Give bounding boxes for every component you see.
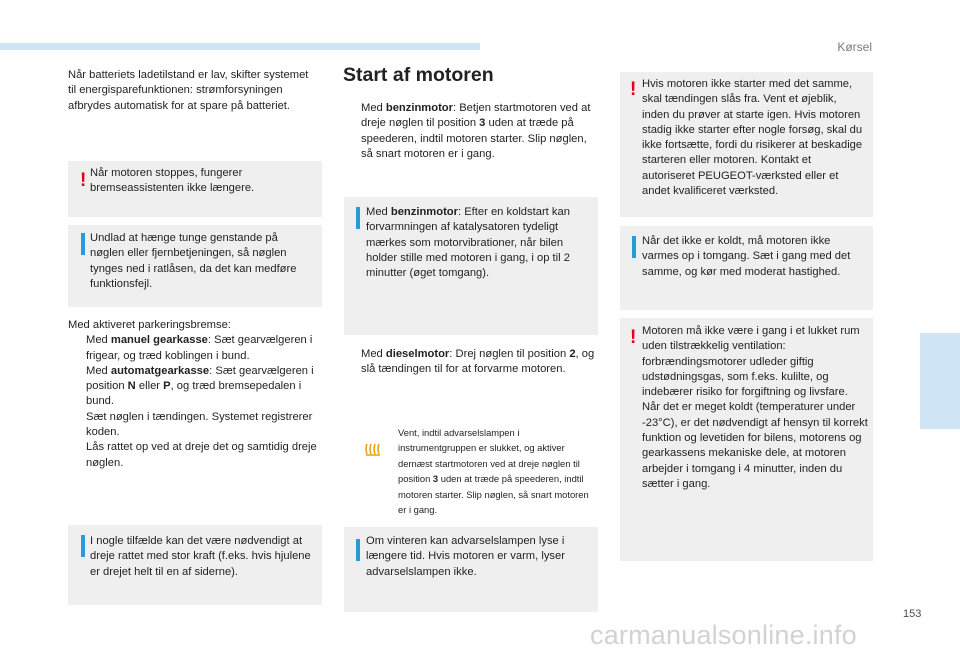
text: Med [361, 102, 386, 114]
info-text: I nogle tilfælde kan det være nødvendigt at dreje rattet med stor kraft (f.eks. hvis hjulene er drejet helt til en af siderne). [90, 535, 311, 578]
petrol-start-instruction [343, 101, 601, 162]
header-bar [0, 43, 480, 50]
watermark: carmanualsonline.info [590, 620, 857, 650]
parking-lead: Med aktiveret parkeringsbremse: [68, 319, 231, 331]
preheating-lamp-icon [365, 442, 381, 456]
list-item [68, 410, 320, 441]
warning-icon: ! [630, 79, 637, 100]
info-box-warm-engine [620, 226, 873, 310]
info-text: Om vinteren kan advarselslampen lyse i længere tid. Hvis motoren er varm, lyser advarselslampen ikke. [366, 535, 565, 578]
text: : Efter en koldstart kan forvarmningen af katalysatoren tydeligt mærkes som motorvibrationer, når bilen holder stille med motoren i gang, i op til 2 minutter (øget tomgang). [366, 206, 570, 280]
text: Med [361, 348, 386, 360]
warning-box-brake-assist [68, 161, 322, 217]
text: uden at træde på speederen, indtil motoren starter. Slip nøglen, så snart motoren er i gang. [398, 473, 589, 516]
warning-text: Når motoren stoppes, fungerer bremseassistenten ikke længere. [90, 167, 255, 195]
page-number: 153 [903, 608, 922, 620]
text-bold: dieselmotor [385, 348, 450, 360]
info-text [366, 205, 590, 281]
text-bold: benzinmotor [385, 102, 453, 114]
page-heading: Start af motoren [343, 64, 494, 86]
text: uden at træde på speederen, indtil motoren starter. Slip nøglen, så snart motoren er i gang. [361, 117, 587, 160]
text: Lås rattet op ved at dreje det og samtidig dreje nøglen. [86, 441, 317, 469]
text: Med [86, 334, 111, 347]
list-item [343, 347, 601, 378]
info-text: Undlad at hænge tunge genstande på nøglen eller fjernbetjeningen, så nøglen tynges ned i ratlåsen, da det kan medføre funktionsfejl. [90, 232, 297, 290]
info-icon [356, 207, 360, 229]
info-box-catalyst [344, 197, 598, 335]
text-bold: 2 [569, 348, 576, 360]
list-item [68, 364, 320, 410]
text-bold: benzinmotor [390, 206, 458, 218]
text: eller [135, 380, 164, 393]
diesel-start-instruction [343, 347, 601, 378]
info-box-key [68, 225, 322, 307]
info-icon [356, 539, 360, 561]
info-icon [81, 535, 85, 557]
text-bold: P [163, 380, 171, 393]
chapter-tab [920, 333, 960, 429]
text: , og slå tændingen til for at forvarme motoren. [361, 348, 595, 376]
section-title: Kørsel [837, 40, 872, 54]
warning-text: Motoren må ikke være i gang i et lukket rum uden tilstrækkelig ventilation: forbrændingsmotorer udleder giftig udstødningsgas, som f.eks. kulilte, og indebærer risiko for forgiftning og livsfare. Når det er meget koldt (temperaturer under -23°C), er det nødvendigt af hensyn til korrekt funktion og levetiden for bilens, motorens og gearkassens mekaniske dele, at motoren arbejder i tomgang i 4 minutter, inden du sætter i gang. [642, 325, 868, 490]
battery-intro: Når batteriets ladetilstand er lav, skifter systemet til energisparefunktionen: strømforsyningen afbrydes automatisk for at spare på batteriet. [68, 69, 309, 112]
preheating-lamp-text [398, 425, 598, 517]
text: : Sæt gearvælgeren i position [86, 364, 314, 393]
text: Vent, indtil advarselslampen i instrumentgruppen er slukket, og aktiver dernæst startmotoren ved at dreje nøglen til position [398, 427, 580, 485]
warning-box-no-start [620, 72, 873, 217]
list-item [68, 333, 320, 364]
warning-icon: ! [80, 170, 87, 191]
text-bold: 3 [432, 473, 439, 485]
info-icon [81, 233, 85, 255]
text: Sæt nøglen i tændingen. Systemet registrerer koden. [86, 410, 313, 439]
text: : Drej nøglen til position [449, 348, 570, 360]
info-text: Når det ikke er koldt, må motoren ikke varmes op i tomgang. Sæt i gang med det samme, og kør med moderat hastighed. [642, 235, 851, 278]
text: : Sæt gearvælgeren i frigear, og træd koblingen i bund. [86, 334, 313, 362]
info-icon [632, 236, 636, 258]
list-item [343, 101, 601, 162]
text: : Betjen startmotoren ved at dreje nøglen til position [361, 102, 591, 130]
info-box-winter [344, 527, 598, 612]
text-bold: automatgearkasse [110, 364, 210, 377]
warning-text: Hvis motoren ikke starter med det samme, skal tændingen slås fra. Vent et øjeblik, inden du prøver at starte igen. Hvis motoren stadig ikke starter efter nogle forsøg, skal du ikke fortsætte, fordi du risikerer at beskadige starteren eller motoren. Kontakt et autoriseret PEUGEOT-værksted eller et andet kvalificeret værksted. [642, 78, 863, 198]
text-bold: manuel gearkasse [110, 334, 208, 347]
list-item [68, 440, 320, 471]
parking-brake-section [68, 318, 320, 471]
info-box-steering [68, 525, 322, 605]
text: , og træd bremsepedalen i bund. [86, 380, 302, 408]
text-bold: 3 [479, 117, 486, 130]
text-bold: N [127, 380, 136, 393]
text: Med [366, 206, 391, 218]
warning-icon: ! [630, 327, 637, 348]
chapter-number: 6 [883, 345, 921, 421]
warning-box-ventilation [620, 318, 873, 561]
text: Med [86, 364, 111, 377]
